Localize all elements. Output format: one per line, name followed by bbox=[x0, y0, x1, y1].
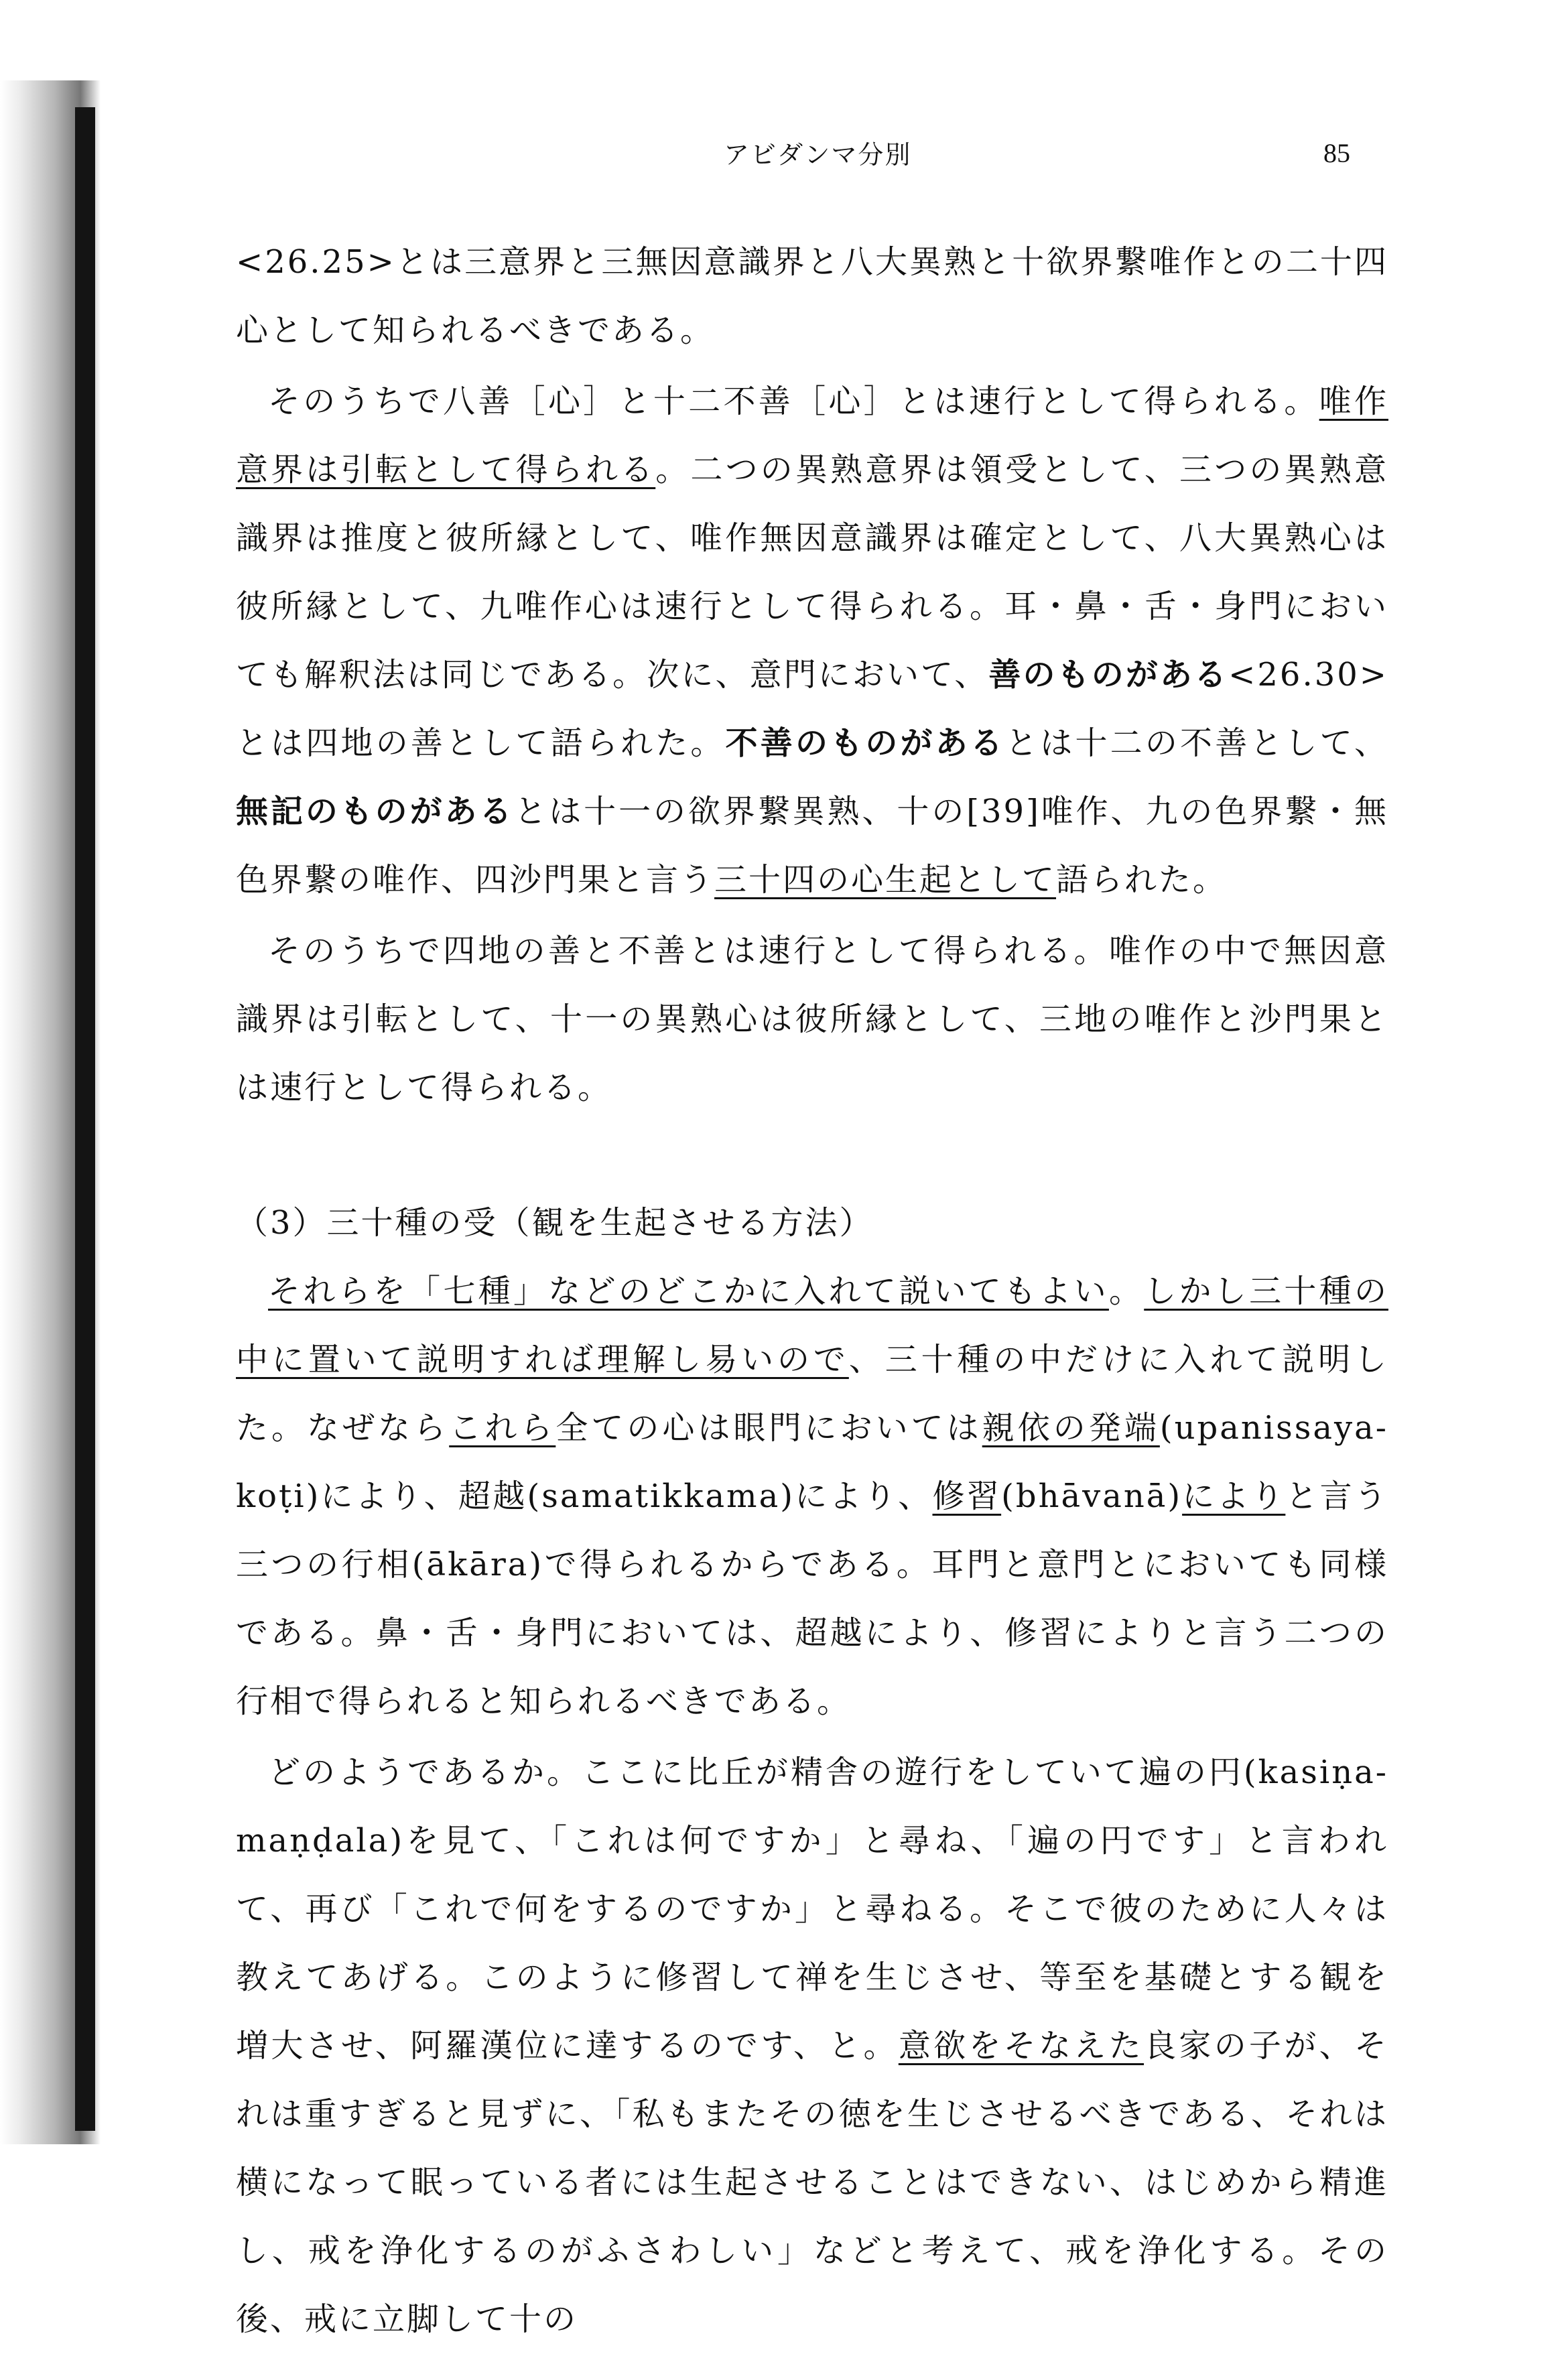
text: <26.25>とは三意界と三無因意識界と八大異熟と十欲界繋唯作との二十四心として知られるべきである。 bbox=[236, 243, 1388, 349]
paragraph-5 bbox=[236, 1738, 1388, 2353]
paragraph-2 bbox=[236, 367, 1388, 914]
running-header: アビダンマ分別 bbox=[724, 140, 912, 170]
paragraph-1 bbox=[236, 228, 1388, 365]
text: とは十一の欲界繋異熟、十の[39]唯作、九の色界繋・無色界繋の唯作、四沙門果と言う bbox=[236, 793, 1388, 899]
underlined-text: これら bbox=[449, 1409, 556, 1447]
text: どのようであるか。ここに比丘が精舎の遊行をしていて遍の円(kasiṇa-maṇḍala)を見て、「これは何ですか」と尋ね、「遍の円です」と言われて、再び「これで何をするのですか」と尋ねる。そこで彼のために人々は教えてあげる。このように修習して禅を生じさせ、等至を基礎とする観を増大させ、阿羅漢位に達するのです、と。 bbox=[236, 1754, 1388, 2065]
bold-term: 無記のものがある bbox=[236, 793, 515, 830]
bold-term: 不善のものがある bbox=[725, 724, 1006, 762]
underlined-text: 唯作意界は引転として得られる bbox=[236, 383, 1388, 488]
underlined-text: 三十四の心生起として bbox=[714, 861, 1057, 899]
underlined-text: それらを「七種」などのどこかに入れて説いてもよい bbox=[268, 1272, 1109, 1310]
text: 全ての心は眼門においては bbox=[556, 1409, 982, 1447]
binding-edge bbox=[75, 107, 95, 2131]
text: (bhāvanā) bbox=[1001, 1478, 1183, 1515]
text: と言う三つの行相(ākāra)で得られるからである。耳門と意門とにおいても同様である。鼻・舌・身門においては、超越により、修習によりと言う二つの行相で得られると知られるべきである。 bbox=[236, 1478, 1388, 1720]
underlined-text: 修習 bbox=[932, 1478, 1002, 1515]
text: (upanissaya-koṭi)により、超越(samatikkama)により、 bbox=[236, 1409, 1388, 1515]
text: 。 bbox=[1108, 1272, 1145, 1310]
underlined-text: により bbox=[1182, 1478, 1286, 1515]
page-number: 85 bbox=[1323, 138, 1350, 168]
paragraph-3 bbox=[236, 917, 1388, 1122]
text: とは十二の不善として、 bbox=[1005, 724, 1388, 762]
body-text bbox=[236, 228, 1388, 2356]
underlined-text: しかし三十種の中に置いて説明すれば理解し易いので bbox=[236, 1272, 1388, 1378]
text: そのうちで四地の善と不善とは速行として得られる。唯作の中で無因意識界は引転として、十一の異熟心は彼所縁として、三地の唯作と沙門果とは速行として得られる。 bbox=[236, 932, 1388, 1106]
text: そのうちで八善［心］と十二不善［心］とは速行として得られる。 bbox=[268, 383, 1319, 420]
section-heading: （3）三十種の受（観を生起させる方法） bbox=[236, 1204, 874, 1242]
text: 語られた。 bbox=[1056, 861, 1228, 899]
text: 。二つの異熟意界は領受として、三つの異熟意識界は推度と彼所縁として、唯作無因意識界は確定として、八大異熟心は彼所縁として、九唯作心は速行として得られる。耳・鼻・舌・身門においても解釈法は同じである。次に、意門において、 bbox=[236, 451, 1388, 694]
underlined-text: 親依の発端 bbox=[982, 1409, 1160, 1447]
text: <26.30>とは四地の善として語られた。 bbox=[236, 656, 1388, 762]
text: 、三十種の中だけに入れて説明した。なぜなら bbox=[236, 1341, 1388, 1447]
bold-term: 善のものがある bbox=[988, 656, 1229, 694]
text: 良家の子が、それは重すぎると見ずに、「私もまたその徳を生じさせるべきである、それは横になって眠っている者には生起させることはできない、はじめから精進し、戒を浄化するのがふさわしい」などと考えて、戒を浄化する。その後、戒に立脚して十の bbox=[236, 2027, 1388, 2338]
paragraph-4 bbox=[236, 1257, 1388, 1736]
underlined-text: 意欲をそなえた bbox=[898, 2027, 1145, 2065]
